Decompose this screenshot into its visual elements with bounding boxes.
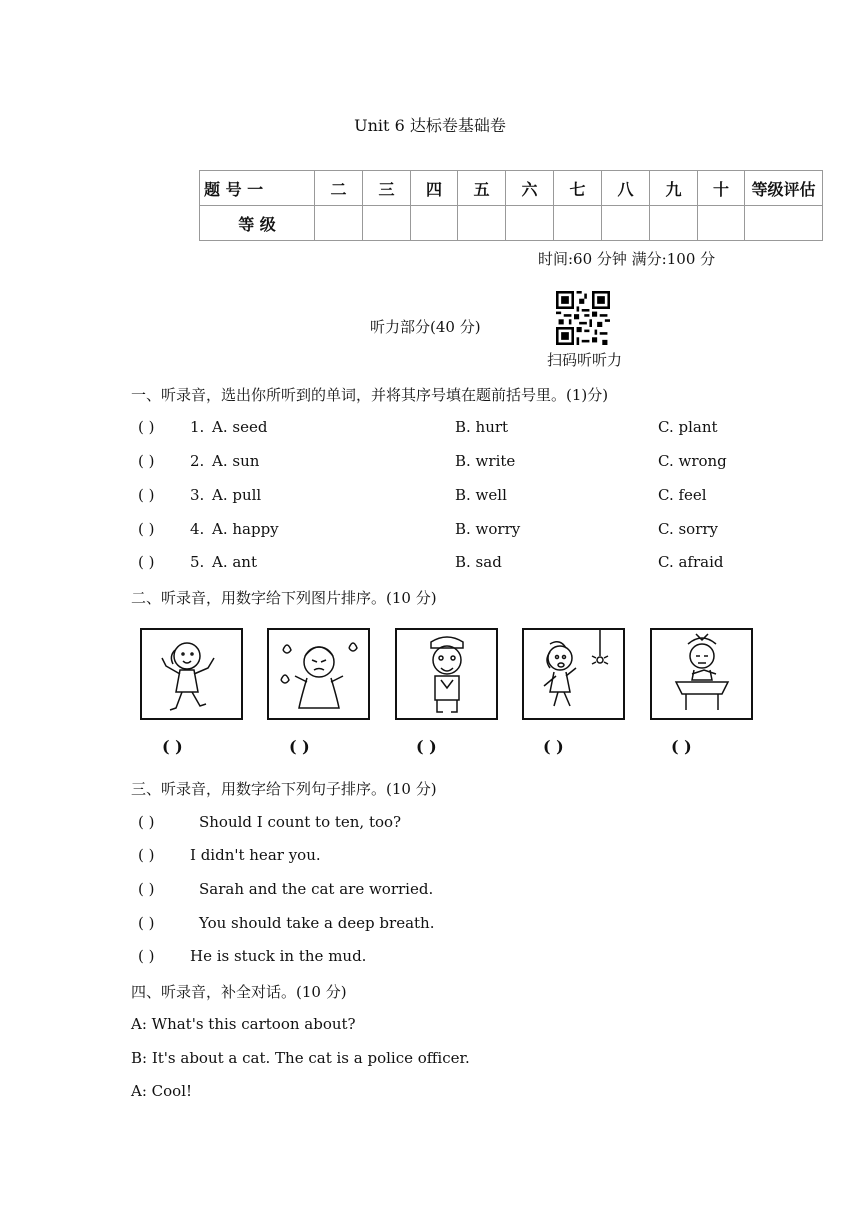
score-cell: 八 <box>602 171 650 206</box>
score-cell: 题 号 一 <box>200 171 315 206</box>
grade-cell[interactable] <box>315 206 363 241</box>
answer-paren[interactable]: ( ) <box>138 880 155 898</box>
sentence-text: Should I count to ten, too? <box>199 813 402 831</box>
dancing-girl-icon <box>142 630 241 718</box>
picture-dancing-girl <box>140 628 243 720</box>
score-header-row <box>200 171 823 206</box>
boy-reading-desk-icon <box>652 630 751 718</box>
picture-boy-reading-desk <box>650 628 753 720</box>
score-table <box>199 170 823 241</box>
score-cell: 五 <box>458 171 506 206</box>
grade-cell[interactable] <box>458 206 506 241</box>
angry-girl-icon <box>269 630 368 718</box>
option-a: A. pull <box>212 486 262 504</box>
picture-angry-girl <box>267 628 370 720</box>
listening-header: 听力部分(40 分) <box>370 318 481 336</box>
sentence-text: I didn't hear you. <box>190 846 321 864</box>
picture-answer-paren[interactable]: ( ) <box>289 737 310 756</box>
question-number: 1. <box>190 418 205 436</box>
dialogue-line: B: It's about a cat. The cat is a police officer. <box>131 1049 470 1067</box>
answer-paren[interactable]: ( ) <box>138 486 155 504</box>
answer-paren[interactable]: ( ) <box>138 452 155 470</box>
answer-paren[interactable]: ( ) <box>138 914 155 932</box>
answer-paren[interactable]: ( ) <box>138 553 155 571</box>
qr-caption: 扫码听听力 <box>547 351 623 369</box>
answer-paren[interactable]: ( ) <box>138 947 155 965</box>
section2-heading: 二、听录音，用数字给下列图片排序。(10 分) <box>131 589 437 607</box>
score-cell: 等级评估 <box>745 171 823 206</box>
option-a: A. seed <box>212 418 268 436</box>
grade-cell[interactable] <box>554 206 602 241</box>
grade-cell[interactable] <box>411 206 458 241</box>
score-cell: 四 <box>411 171 458 206</box>
sentence-text: Sarah and the cat are worried. <box>199 880 434 898</box>
option-a: A. ant <box>212 553 257 571</box>
grade-cell[interactable] <box>698 206 745 241</box>
option-c: C. afraid <box>658 553 724 571</box>
picture-answer-paren[interactable]: ( ) <box>543 737 564 756</box>
option-c: C. feel <box>658 486 707 504</box>
grade-cell[interactable] <box>745 206 823 241</box>
qr-code-icon[interactable] <box>556 291 610 345</box>
question-number: 2. <box>190 452 205 470</box>
picture-answer-paren[interactable]: ( ) <box>162 737 183 756</box>
picture-worried-old-man <box>395 628 498 720</box>
score-cell: 三 <box>363 171 411 206</box>
question-number: 5. <box>190 553 205 571</box>
grade-cell[interactable] <box>506 206 554 241</box>
section3-heading: 三、听录音，用数字给下列句子排序。(10 分) <box>131 780 437 798</box>
option-b: B. well <box>455 486 507 504</box>
sentence-text: You should take a deep breath. <box>199 914 435 932</box>
option-c: C. sorry <box>658 520 719 538</box>
score-cell: 十 <box>698 171 745 206</box>
answer-paren[interactable]: ( ) <box>138 846 155 864</box>
question-number: 4. <box>190 520 205 538</box>
page-title: Unit 6 达标卷基础卷 <box>354 116 506 135</box>
worried-old-man-icon <box>397 630 496 718</box>
grade-cell[interactable] <box>363 206 411 241</box>
question-number: 3. <box>190 486 205 504</box>
option-c: C. wrong <box>658 452 727 470</box>
option-b: B. hurt <box>455 418 509 436</box>
score-cell: 七 <box>554 171 602 206</box>
grade-row <box>200 206 823 241</box>
grade-cell[interactable] <box>650 206 698 241</box>
score-cell: 九 <box>650 171 698 206</box>
option-b: B. write <box>455 452 516 470</box>
answer-paren[interactable]: ( ) <box>138 520 155 538</box>
answer-paren[interactable]: ( ) <box>138 813 155 831</box>
sentence-text: He is stuck in the mud. <box>190 947 367 965</box>
option-b: B. worry <box>455 520 521 538</box>
section4-heading: 四、听录音，补全对话。(10 分) <box>131 983 347 1001</box>
dialogue-line: A: What's this cartoon about? <box>131 1015 356 1033</box>
picture-answer-paren[interactable]: ( ) <box>416 737 437 756</box>
dialogue-line: A: Cool! <box>131 1082 193 1100</box>
option-a: A. sun <box>212 452 260 470</box>
grade-label: 等 级 <box>200 206 315 241</box>
section1-heading: 一、听录音，选出你所听到的单词，并将其序号填在题前括号里。(1)分) <box>131 386 609 404</box>
option-c: C. plant <box>658 418 718 436</box>
answer-paren[interactable]: ( ) <box>138 418 155 436</box>
picture-scared-girl-spider <box>522 628 625 720</box>
scared-girl-spider-icon <box>524 630 623 718</box>
grade-cell[interactable] <box>602 206 650 241</box>
option-a: A. happy <box>212 520 279 538</box>
picture-answer-paren[interactable]: ( ) <box>671 737 692 756</box>
option-b: B. sad <box>455 553 502 571</box>
score-cell: 六 <box>506 171 554 206</box>
time-info: 时间:60 分钟 满分:100 分 <box>538 250 716 268</box>
score-cell: 二 <box>315 171 363 206</box>
